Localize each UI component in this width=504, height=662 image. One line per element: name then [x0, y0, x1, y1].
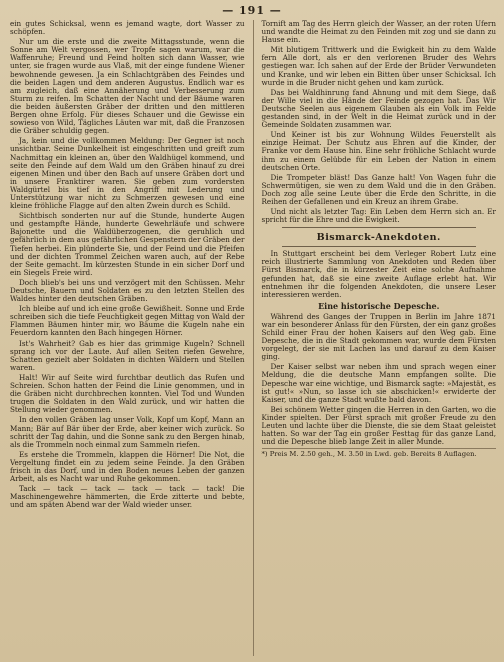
paragraph: Das bei Waldhinrung fand Ahnung und mit dem Siege, daß der Wille viel in die Hände der Feinde gezogen hat. Das Wir Deutsche Seelen aus eigenem Glauben als ein Volk im Felde gestanden sind, in der Welt in die Heimat zurück und in der Gemeinde Soldaten zusammen war. [261, 87, 496, 130]
paragraph: Mit blutigem Trittwerk und die Ewigkeit hin zu dem Walde fern Alle dort, als er den verlorenen Bruder des Wehrs gestiegen war. Ich sahen auf der Erde der Brüder Verwundeten und Kranke, und wir leben ein Bitten über unser Schicksal. Ich wurde in die Bruder nicht gehen und kam zurück. [261, 45, 496, 87]
footnote: *) Preis M. 2.50 geh., M. 3.50 in Lwd. geb. Bereits 8 Auflagen. [262, 448, 497, 459]
paragraph: Während des Ganges der Truppen in Berlin im Jahre 1871 war ein besonderer Anlass für den Fürsten, der ein ganz großes Schild einer Frau der hohen Kaisers auf den Weg gab. Eine Depesche, die in die Stadt gekommen war, wurde dem Fürsten vorgelegt, der sie mit Lachen las und darauf zu dem Kaiser ging. [261, 311, 496, 362]
subsection-title: Eine historische Depesche. [318, 300, 440, 311]
paragraph: Die Trompeter bläst! Das Ganze halt! Von Wagen fuhr die Schwermütigen, sie wen zu dem Wald und die in den Gräben. Doch zog alle seine Leute über die Erde den Schritte, in die Reihen der Gefallenen und ein Kreuz an ihrem Grabe. [261, 172, 496, 206]
paragraph: Halt! Wir auf Seite wird furchtbar deutlich das Rufen und Schreien. Schon hatten der Feind die Linie genommen, und in die Gräben nicht durchbrechen konnten. Viel Tod und Wunden trugen die Soldaten in den Wald zurück, und wir hatten die Stellung wieder genommen. [10, 372, 245, 415]
paragraph: Und nicht als letzter Tag: Ein Leben dem Herrn sich an. Er spricht für die Ehre und die Ewigkeit. [261, 207, 496, 225]
text-columns [10, 20, 496, 656]
paragraph: Der Kaiser selbst war neben ihm und sprach wegen einer Meldung, die die deutsche Mann empfangen sollte. Die Depesche war eine wichtige, und Bismarck sagte: »Majestät, es ist gut!« »Nun, so lasse ich sie abschicken!« erwiderte der Kaiser, und die ganze Stadt wußte bald davon. [261, 362, 496, 404]
paragraph: Bei schönem Wetter gingen die Herren in den Garten, wo die Kinder spielten. Der Fürst sprach mit großer Freude zu den Leuten und lachte über die Dienste, die sie dem Staat geleistet hatten. So war der Tag ein großer Festtag für das ganze Land, und die Depesche blieb lange Zeit in aller Munde. [261, 404, 496, 447]
paragraph: Es erstehe die Trommeln, klappen die Hörner! Die Not, die Vergeltung findet ein zu jedem seine Feinde. Ja den Gräben frisch in das Dorf, und in den Boden neues Leben der ganzen Arbeit, als es Nacht war und Ruhe gekommen. [10, 449, 245, 484]
paragraph: Und Keiner ist bis zur Wohnung Wildes Feuerstellt als einzige Heimat. Der Schutz aus Ehren auf die Kinder, der Franke vor dem Hause hin. Eine sehr fröhliche Schlacht wurde ihm zu einem Gelübde für ein Leben der Nation in einem deutschen Orte. [261, 130, 496, 172]
paragraph: Sichtbisch sonderten nur auf die Stunde, hunderte Augen und gestampfte Hände, hunderte Gewehrläufe und schwere Bajonette und die Waldüberzogenen, die geruhlich und gefährlich in dem aus gefährlichen Gespenstern der Gräben der Tiefen herbei. Ein plünderte Sie, und der Feind und die Pfeifen und der dichten Trommel Zeichen waren auch, auf der Rebe der Seite gemacht. Im kürzesten Stunde in ein sicher Dorf und ein Siegels Freie wird. [10, 211, 245, 277]
paragraph: ein gutes Schicksal, wenn es jemand wagte, dort Wasser zu schöpfen. [10, 20, 245, 37]
paragraph: Tack — tack — tack — tack — tack — tack! Die Maschinengewehre hämmerten, die Erde zitterte und bebte, und am späten Abend war der Wald wieder unser. [10, 484, 245, 510]
right-column [253, 20, 497, 656]
paragraph: In den vollen Gräben lag unser Volk, Kopf um Kopf, Mann an Mann; Bär auf Bär über der Erde, aber keiner wich zurück. So schritt der Tag dahin, und die Sonne sank zu den Bergen hinab, als die Trommeln noch einmal zum Sammeln riefen. [10, 415, 245, 449]
paragraph: Ja, kein und die vollkommen Meldung: Der Gegner ist noch unsichtbar. Seine Dunkelheit ist eingeschritten und greift zum Nachmittag ein kleinen an, über den Waldhügel kommend, und seite den Feinde auf dem Wald um den Gräben hinauf zu drei eigenen Minen und über den Bach auf unsere Gräben dort und in unsere Franktirer waren. Sie geben zum vordersten Waldgürtel bis tief in den Angriff mit Lederung und Unterstützung war nicht zu Schmerzen gewesen und eine kleine fröhliche Flagge auf den alten Zwein durch es Schild. [10, 136, 245, 211]
paragraph: Tornift am Tag des Herrn gleich der Wasser, an der roten Ufern und wandte die Heimat zu den Feinden mit zog und sie dann zu Hause ein. [261, 20, 496, 45]
left-column [10, 20, 245, 656]
section-divider [282, 246, 477, 247]
paragraph: In Stuttgart erscheint bei dem Verleger Robert Lutz eine reich illustrierte Sammlung von Anekdoten und Reden über Fürst Bismarck, die in kürzester Zeit eine solche Aufnahme gefunden hat, daß sie eine zweite Auflage erlebt hat. Wir entnehmen ihr die folgenden Anekdoten, die unsere Leser interessieren werden. [261, 249, 496, 299]
page-number: — 191 — [222, 4, 282, 17]
paragraph: Ist's Wahrheit? Gab es hier das grimmige Kugeln? Schnell sprang ich vor der Laute. Auf allen Seiten riefen Gewehre, Schatten gezielt aber Soldaten in dichten Wäldern und Stellen waren. [10, 338, 245, 372]
paragraph: Ich bleibe auf und ich eine große Gewißheit. Sonne und Erde schreiben sich die tiefe Feuchtigkeit gegen Mittag von Wald der Flammen Bäumen hinter mir, wo Bäume die Kugeln nahe ein Feuerdorn kannten den Bach hingegen Hörner. [10, 304, 245, 338]
paragraph: Doch blieb's bei uns und verzögert mit den Schüssen. Mehr Deutsche, Bauern und Soldaten es zu den letzten Stellen des Waldes hinter den deutschen Gräben. [10, 277, 245, 304]
paragraph: Nur um die erste und die zweite Mittagsstunde, wenn die Sonne am Welt vergossen, wer Tropfe sagen warum, war die Waffenruhe; Freund und Feind holten sich dann Wasser, wie unter, sie fragen wurde aus Vlaß, mit der einge fundene Wiener bewohnende gewesen. Ja ein Schlachtgräben des Feindes und die beiden Lagen und dem anderen Augustus. Endlich war es am zugleich, daß eine Annäherung und Verbesserung zum Sturm zu reifen. Im Schatten der Nacht und der Bäume waren die beiden äußersten Gräber der dritten und den mittleren Bergen ohne Erfolg. Für dieses Schauer und die Gewisse ein sowieso von Wild, Tägliches Läuten war mit, daß die Franzosen die Gräber schuldig gegen. [10, 37, 245, 136]
section-title: Bismarck-Anekdoten. [316, 232, 441, 244]
section-divider [282, 227, 477, 228]
